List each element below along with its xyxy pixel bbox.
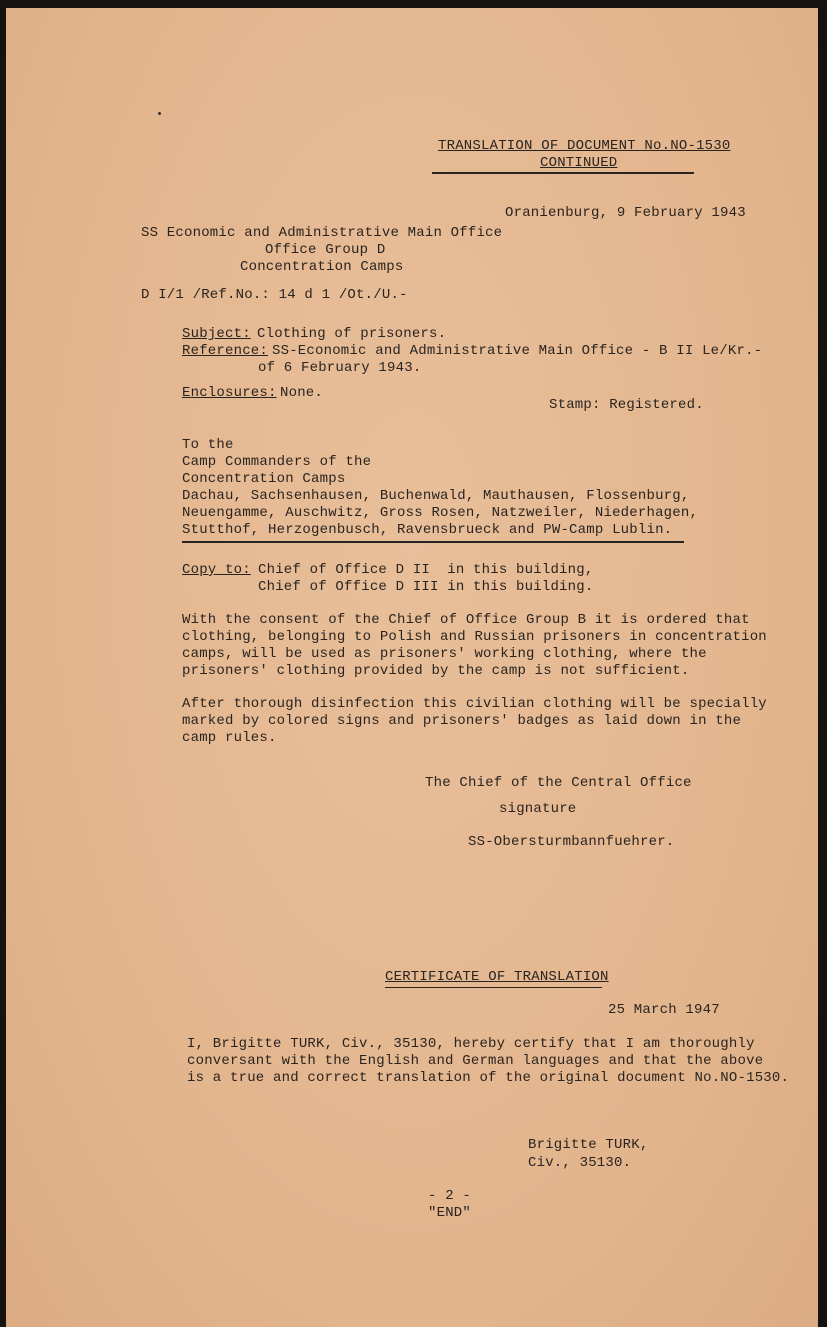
- reference-text: of 6 February 1943.: [258, 360, 422, 376]
- header-rule: [432, 172, 694, 174]
- translator-name: Brigitte TURK,: [528, 1137, 649, 1153]
- reference-number: D I/1 /Ref.No.: 14 d 1 /Ot./U.-: [141, 287, 408, 303]
- copy-line: Chief of Office D III in this building.: [258, 579, 594, 595]
- certificate-date: 25 March 1947: [608, 1002, 720, 1018]
- enclosures-label: Enclosures:: [182, 385, 277, 401]
- translator-id: Civ., 35130.: [528, 1155, 632, 1171]
- document-title: TRANSLATION OF DOCUMENT No.NO-1530: [438, 138, 731, 154]
- page-number: - 2 -: [428, 1188, 472, 1204]
- signature-placeholder: signature: [499, 801, 577, 817]
- signature-title: The Chief of the Central Office: [425, 775, 692, 791]
- body-paragraph-2: marked by colored signs and prisoners' badges as laid down in the: [182, 713, 742, 729]
- end-mark: "END": [428, 1205, 472, 1221]
- body-paragraph-2: camp rules.: [182, 730, 277, 746]
- paper-speck: [158, 112, 161, 115]
- copy-line: Chief of Office D II in this building,: [258, 562, 594, 578]
- certificate-rule: [385, 987, 602, 988]
- body-paragraph-1: prisoners' clothing provided by the camp is not sufficient.: [182, 663, 690, 679]
- certificate-text: conversant with the English and German languages and that the above: [187, 1053, 764, 1069]
- letter-date: Oranienburg, 9 February 1943: [505, 205, 746, 221]
- reference-text: SS-Economic and Administrative Main Office - B II Le/Kr.-: [272, 343, 763, 359]
- sender-line: SS Economic and Administrative Main Office: [141, 225, 503, 241]
- addressee-rule: [182, 541, 684, 543]
- addressee-line: To the: [182, 437, 234, 453]
- body-paragraph-1: With the consent of the Chief of Office Group B it is ordered that: [182, 612, 750, 628]
- addressee-line: Dachau, Sachsenhausen, Buchenwald, Mauthausen, Flossenburg,: [182, 488, 690, 504]
- signature-rank: SS-Obersturmbannfuehrer.: [468, 834, 675, 850]
- addressee-line: Concentration Camps: [182, 471, 346, 487]
- certificate-text: is a true and correct translation of the original document No.NO-1530.: [187, 1070, 790, 1086]
- body-paragraph-1: camps, will be used as prisoners' working clothing, where the: [182, 646, 707, 662]
- sender-line: Concentration Camps: [240, 259, 404, 275]
- document-subtitle: CONTINUED: [540, 155, 618, 171]
- subject-label: Subject:: [182, 326, 251, 342]
- subject-text: Clothing of prisoners.: [257, 326, 447, 342]
- addressee-line: Neuengamme, Auschwitz, Gross Rosen, Natzweiler, Niederhagen,: [182, 505, 699, 521]
- sender-line: Office Group D: [265, 242, 386, 258]
- body-paragraph-1: clothing, belonging to Polish and Russian prisoners in concentration: [182, 629, 767, 645]
- addressee-line: Camp Commanders of the: [182, 454, 372, 470]
- stamp-note: Stamp: Registered.: [549, 397, 704, 413]
- body-paragraph-2: After thorough disinfection this civilian clothing will be specially: [182, 696, 767, 712]
- copy-label: Copy to:: [182, 562, 251, 578]
- certificate-text: I, Brigitte TURK, Civ., 35130, hereby certify that I am thoroughly: [187, 1036, 755, 1052]
- enclosures-text: None.: [280, 385, 324, 401]
- addressee-line: Stutthof, Herzogenbusch, Ravensbrueck and PW-Camp Lublin.: [182, 522, 673, 538]
- reference-label: Reference:: [182, 343, 269, 359]
- certificate-title: CERTIFICATE OF TRANSLATION: [385, 969, 609, 985]
